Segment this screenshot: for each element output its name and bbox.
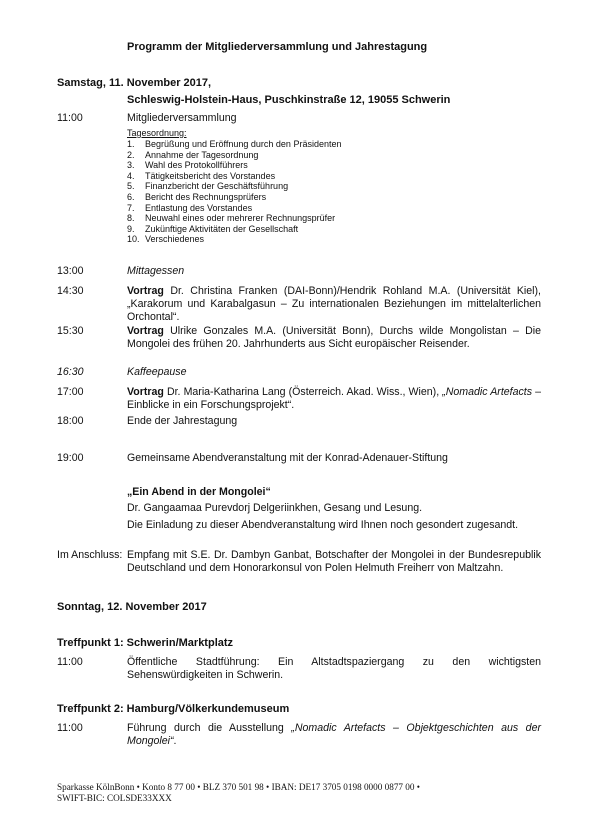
day1-venue: Schleswig-Holstein-Haus, Puschkinstraße 12, 19055 Schwerin bbox=[127, 94, 451, 106]
agenda-item: 8. Neuwahl eines oder mehrerer Rechnungsprüfer bbox=[127, 213, 336, 224]
agenda-item: 9. Zukünftige Aktivitäten der Gesellschaft bbox=[127, 223, 299, 234]
invitation-text: Die Einladung zu dieser Abendveranstaltung wird Ihnen noch gesondert zugesandt. bbox=[127, 519, 519, 531]
footer-swift-line: SWIFT-BIC: COLSDE33XXX bbox=[57, 793, 172, 803]
schedule-item-1900 bbox=[57, 452, 541, 465]
evening-event bbox=[57, 486, 541, 499]
item-text: Führung durch die Ausstellung „Nomadic Artefacts – Objektgeschichten aus der Mongolei“. bbox=[127, 722, 541, 747]
footer-bank-line: Sparkasse KölnBonn • Konto 8 77 00 • BLZ 370 501 98 • IBAN: DE17 3705 0198 0000 0877 00 • bbox=[57, 782, 421, 792]
schedule-item-1700 bbox=[57, 386, 541, 412]
item-time: 15:30 bbox=[57, 325, 84, 337]
day2-heading: Sonntag, 12. November 2017 bbox=[57, 601, 207, 613]
agenda-item: 4. Tätigkeitsbericht des Vorstandes bbox=[127, 170, 276, 181]
event-title: „Ein Abend in der Mongolei“ bbox=[127, 486, 271, 498]
item-text: Mitgliederversammlung bbox=[127, 112, 237, 124]
item-time: Im Anschluss: bbox=[57, 549, 123, 561]
item-text: Gemeinsame Abendveranstaltung mit der Konrad-Adenauer-Stiftung bbox=[127, 452, 448, 464]
talk-label: Vortrag bbox=[127, 285, 164, 297]
item-text: Öffentliche Stadtführung: Ein Altstadtspaziergang zu den wichtigsten Sehenswürdigkeiten in Schwerin. bbox=[127, 656, 541, 681]
schedule-item-1530 bbox=[57, 325, 541, 351]
item-text: Vortrag Ulrike Gonzales M.A. (Universität Bonn), Durchs wilde Mongolistan – Die Mongolei des frühen 20. Jahrhunderts aus Sicht europäischer Reisender. bbox=[127, 325, 541, 350]
page-title: Programm der Mitgliederversammlung und Jahrestagung bbox=[127, 41, 428, 53]
day1-heading: Samstag, 11. November 2017, bbox=[57, 77, 212, 89]
schedule-item-1800 bbox=[57, 415, 541, 428]
meeting-point-2-heading: Treffpunkt 2: Hamburg/Völkerkundemuseum bbox=[57, 703, 290, 715]
bank-footer bbox=[57, 782, 420, 804]
item-text: Ende der Jahrestagung bbox=[127, 415, 238, 427]
performer-text: Dr. Gangaamaa Purevdorj Delgeriinkhen, Gesang und Lesung. bbox=[127, 502, 423, 514]
item-time: 14:30 bbox=[57, 285, 84, 297]
agenda-item: 7. Entlastung des Vorstandes bbox=[127, 202, 253, 213]
item-time: 11:00 bbox=[57, 112, 83, 124]
schedule-item-1100 bbox=[57, 112, 541, 125]
talk-label: Vortrag bbox=[127, 386, 164, 398]
agenda-item: 3. Wahl des Protokollführers bbox=[127, 160, 248, 171]
item-text: Mittagessen bbox=[127, 265, 185, 277]
meeting-point-2 bbox=[57, 722, 541, 748]
meeting-point-1 bbox=[57, 656, 541, 682]
agenda-item: 2. Annahme der Tagesordnung bbox=[127, 149, 259, 160]
item-text: Vortrag Dr. Maria-Katharina Lang (Österreich. Akad. Wiss., Wien), „Nomadic Artefacts – Einblicke in ein Forschungsprojekt“. bbox=[127, 386, 541, 411]
item-text: Vortrag Dr. Christina Franken (DAI-Bonn)/Hendrik Rohland M.A. (Universität Kiel), „Karakorum und Karabalgasun – Zu internationalen Beziehungen im mittelalterlichen Orchontal“. bbox=[127, 285, 541, 323]
schedule-item-1300 bbox=[57, 265, 541, 278]
meeting-point-1-heading: Treffpunkt 1: Schwerin/Marktplatz bbox=[57, 637, 234, 649]
evening-performer bbox=[57, 502, 541, 515]
agenda-list bbox=[127, 139, 341, 245]
agenda-item: 6. Bericht des Rechnungsprüfers bbox=[127, 191, 267, 202]
agenda-heading: Tagesordnung: bbox=[127, 128, 187, 138]
schedule-item-1630 bbox=[57, 366, 541, 379]
schedule-item-after bbox=[57, 549, 541, 575]
item-time: 17:00 bbox=[57, 386, 84, 398]
agenda-item: 1. Begrüßung und Eröffnung durch den Präsidenten bbox=[127, 139, 342, 149]
schedule-item-1430 bbox=[57, 285, 541, 324]
item-time: 18:00 bbox=[57, 415, 84, 427]
talk-label: Vortrag bbox=[127, 325, 164, 337]
item-time: 13:00 bbox=[57, 265, 84, 277]
item-text: Kaffeepause bbox=[127, 366, 187, 378]
item-time: 11:00 bbox=[57, 656, 83, 668]
item-text: Empfang mit S.E. Dr. Dambyn Ganbat, Botschafter der Mongolei in der Bundesrepublik Deutschland und dem Honorarkonsul von Polen Helmuth Freiherr von Maltzahn. bbox=[127, 549, 541, 574]
agenda-item: 5. Finanzbericht der Geschäftsführung bbox=[127, 181, 289, 192]
evening-invitation bbox=[57, 519, 541, 532]
item-time: 19:00 bbox=[57, 452, 84, 464]
agenda-item: 10. Verschiedenes bbox=[127, 234, 205, 245]
item-time: 16:30 bbox=[57, 366, 84, 378]
item-time: 11:00 bbox=[57, 722, 83, 734]
